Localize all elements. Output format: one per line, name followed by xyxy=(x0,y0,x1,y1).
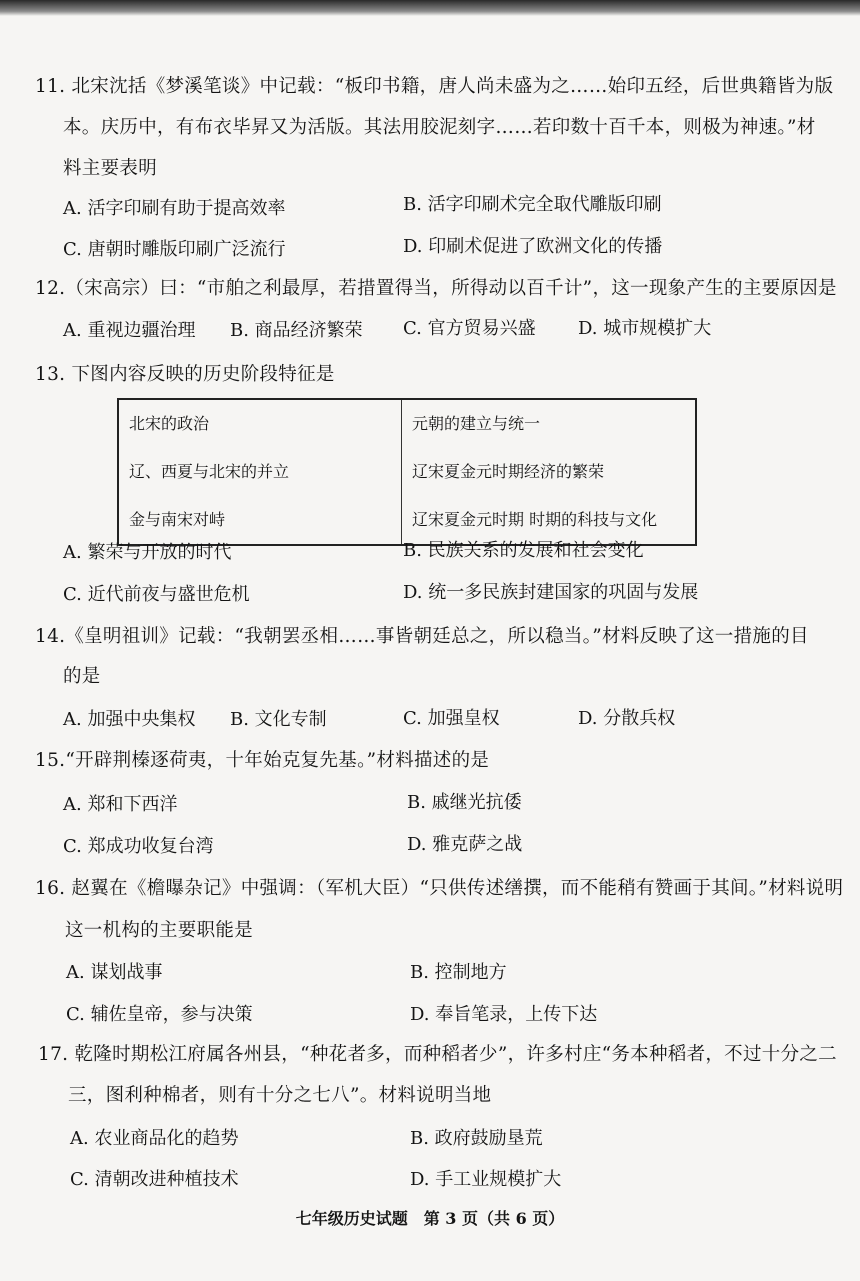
q17-option-b[interactable]: B. 政府鼓励垦荒 xyxy=(410,1128,543,1149)
q16-stem-line2: 这一机构的主要职能是 xyxy=(65,920,254,941)
q13-stem: 13. 下图内容反映的历史阶段特征是 xyxy=(35,364,335,385)
q13-option-a[interactable]: A. 繁荣与开放的时代 xyxy=(63,542,232,563)
history-period-table xyxy=(117,398,697,546)
q16-option-b[interactable]: B. 控制地方 xyxy=(410,962,507,983)
q12-option-d[interactable]: D. 城市规模扩大 xyxy=(578,318,712,339)
q16-option-a[interactable]: A. 谋划战事 xyxy=(66,962,163,983)
q14-option-b[interactable]: B. 文化专制 xyxy=(230,709,327,730)
q15-option-d[interactable]: D. 雅克萨之战 xyxy=(407,834,523,855)
q12-option-a[interactable]: A. 重视边疆治理 xyxy=(63,320,196,341)
table-cell: 北宋的政治 xyxy=(118,399,402,448)
q11-stem-line2: 本。庆历中，有布衣毕昇又为活版。其法用胶泥刻字……若印数十百千本，则极为神速。”材 xyxy=(63,117,816,138)
q11-stem-line3: 料主要表明 xyxy=(63,158,158,179)
table-cell: 辽宋夏金元时期经济的繁荣 xyxy=(412,462,605,481)
q14-stem-line2: 的是 xyxy=(63,666,101,687)
q15-stem: 15.“开辟荆榛逐荷夷，十年始克复先基。”材料描述的是 xyxy=(35,750,490,771)
q12-option-c[interactable]: C. 官方贸易兴盛 xyxy=(403,318,536,339)
q16-option-c[interactable]: C. 辅佐皇帝，参与决策 xyxy=(66,1004,253,1025)
q14-option-c[interactable]: C. 加强皇权 xyxy=(403,708,500,729)
q11-option-d[interactable]: D. 印刷术促进了欧洲文化的传播 xyxy=(403,236,663,257)
q17-option-a[interactable]: A. 农业商品化的趋势 xyxy=(70,1128,239,1149)
q14-option-d[interactable]: D. 分散兵权 xyxy=(578,708,676,729)
table-cell: 辽、西夏与北宋的并立 xyxy=(118,448,402,496)
q13-option-d[interactable]: D. 统一多民族封建国家的巩固与发展 xyxy=(403,582,699,603)
q13-option-c[interactable]: C. 近代前夜与盛世危机 xyxy=(63,584,250,605)
q12-stem: 12.（宋高宗）曰：“市舶之利最厚，若措置得当，所得动以百千计”，这一现象产生的主要原因是 xyxy=(35,278,837,299)
q17-stem-line2: 三，图利种棉者，则有十分之七八”。材料说明当地 xyxy=(68,1085,492,1106)
page-footer: 七年级历史试题 第 3 页（共 6 页） xyxy=(295,1209,565,1228)
scan-top-edge xyxy=(0,0,860,16)
q14-option-a[interactable]: A. 加强中央集权 xyxy=(63,709,196,730)
table-cell: 元朝的建立与统一 xyxy=(412,414,541,433)
q12-option-b[interactable]: B. 商品经济繁荣 xyxy=(230,320,363,341)
q13-option-b[interactable]: B. 民族关系的发展和社会变化 xyxy=(403,540,644,561)
q17-option-c[interactable]: C. 清朝改进种植技术 xyxy=(70,1169,239,1190)
q15-option-b[interactable]: B. 戚继光抗倭 xyxy=(407,792,522,813)
q16-stem-line1: 16. 赵翼在《檐曝杂记》中强调：（军机大臣）“只供传述缮撰，而不能稍有赞画于其间。”材料说明 xyxy=(35,878,844,899)
q14-stem-line1: 14.《皇明祖训》记载：“我朝罢丞相……事皆朝廷总之，所以稳当。”材料反映了这一措施的目 xyxy=(35,626,809,647)
q11-option-c[interactable]: C. 唐朝时雕版印刷广泛流行 xyxy=(63,239,286,260)
q11-option-b[interactable]: B. 活字印刷术完全取代雕版印刷 xyxy=(403,194,662,215)
q11-stem-line1: 11. 北宋沈括《梦溪笔谈》中记载：“板印书籍，唐人尚未盛为之……始印五经，后世典籍皆为版 xyxy=(35,76,834,97)
q17-option-d[interactable]: D. 手工业规模扩大 xyxy=(410,1169,562,1190)
q11-option-a[interactable]: A. 活字印刷有助于提高效率 xyxy=(63,198,286,219)
q16-option-d[interactable]: D. 奉旨笔录，上传下达 xyxy=(410,1004,598,1025)
table-cell: 辽宋夏金元时期 时期的科技与文化 xyxy=(412,510,658,529)
q17-stem-line1: 17. 乾隆时期松江府属各州县，“种花者多，而种稻者少”，许多村庄“务本种稻者，不过十分之二 xyxy=(38,1044,837,1065)
q15-option-a[interactable]: A. 郑和下西洋 xyxy=(63,794,178,815)
table-cell: 金与南宋对峙 xyxy=(118,496,402,545)
q15-option-c[interactable]: C. 郑成功收复台湾 xyxy=(63,836,214,857)
